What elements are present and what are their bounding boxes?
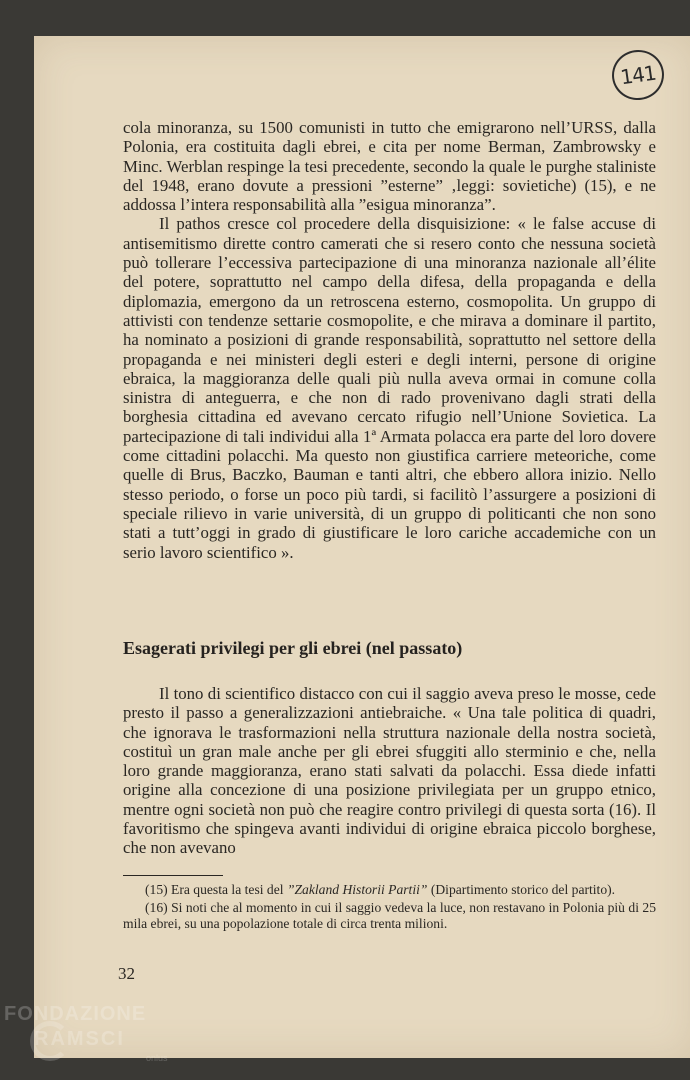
body-text-top [123, 118, 656, 562]
logo-line-2: RAMSCI [34, 1028, 125, 1050]
body-text-section [123, 684, 656, 858]
logo-line-3: onlus [146, 1053, 168, 1063]
footnote-divider [123, 875, 223, 876]
footnote-15-post: (Dipartimento storico del partito). [427, 882, 616, 897]
paragraph-1: cola minoranza, su 1500 comunisti in tutto che emigrarono nell’URSS, dalla Polonia, era costituita dagli ebrei, e cita per nome Berman, Zambrowsky e Minc. Werblan respinge la tesi precedente, secondo la quale le purghe staliniste del 1948, erano dovute a pressioni ”esterne” ‚leggi: sovietiche) (15), e ne addossa l’intera responsabilità alla ”esigua minoranza”. [123, 118, 656, 215]
footnote-16: (16) Si noti che al momento in cui il saggio vedeva la luce, non restavano in Polonia più di 25 mila ebrei, su una popolazione totale di circa trenta milioni. [123, 899, 656, 931]
logo-line-1: FONDAZIONE [4, 1003, 147, 1025]
fondazione-gramsci-logo [4, 1003, 204, 1073]
section-heading: Esagerati privilegi per gli ebrei (nel passato) [123, 638, 463, 658]
paragraph-2: Il pathos cresce col procedere della disquisizione: « le false accuse di antisemitismo dirette contro camerati che si resero conto che nessuna società può tollerare l’eccessiva partecipazione di una minoranza nazionale all’élite del potere, soprattutto nel campo della difesa, della propaganda e della diplomazia, emergono da un retroscena esterno, cosmopolita. Un gruppo di attivisti con tendenze settarie cosmopolite, e che mirava a dominare il partito, ha nominato a posizioni di grande responsabilità, soprattutto nel settore della propaganda e nei ministeri degli esteri e degli interni, persone di origine ebraica, la maggioranza delle quali più nulla aveva ormai in comune colla sinistra di anteguerra, e che non di rado provenivano dagli strati della borghesia cittadina ed avevano cercato rifugio nell’Unione Sovietica. La partecipazione di tali individui alla 1ª Armata polacca era parte del loro dovere come cittadini polacchi. Ma questo non giustifica carriere meteoriche, come quelle di Brus, Baczko, Bauman e tanti altri, che ebbero allora inizio. Nello stesso periodo, o forse un poco più tardi, si facilitò l’assurgere a posizioni di speciale rilievo in varie università, di un gruppo di politicanti che non sono stati a tutt’oggi in grado di giustificare le loro cariche accademiche con un serio lavoro scientifico ». [123, 214, 656, 562]
footnote-15-title: ”Zakland Historii Partii” [286, 882, 428, 897]
stamp-number: 141 [618, 60, 658, 90]
page-number: 32 [118, 964, 135, 983]
footnote-15 [123, 882, 656, 899]
paragraph-3: Il tono di scientifico distacco con cui il saggio aveva preso le mosse, cede presto il passo a generalizzazioni antiebraiche. « Una tale politica di quadri, che ignorava le trasformazioni nella struttura nazionale della nostra società, costituì un gran male anche per gli ebrei sfuggiti allo sterminio e che, nella loro grande maggioranza, erano stati salvati da polacchi. Essa diede infatti origine alla concezione di una posizione privilegiata per un gruppo etnico, mentre ogni società non può che reagire contro privilegi di questa sorta (16). Il favoritismo che spingeva avanti individui di origine ebraica piccolo borghese, che non avevano [123, 684, 656, 858]
footnote-15-pre: (15) Era questa la tesi del [145, 882, 287, 897]
footnotes [123, 882, 656, 934]
